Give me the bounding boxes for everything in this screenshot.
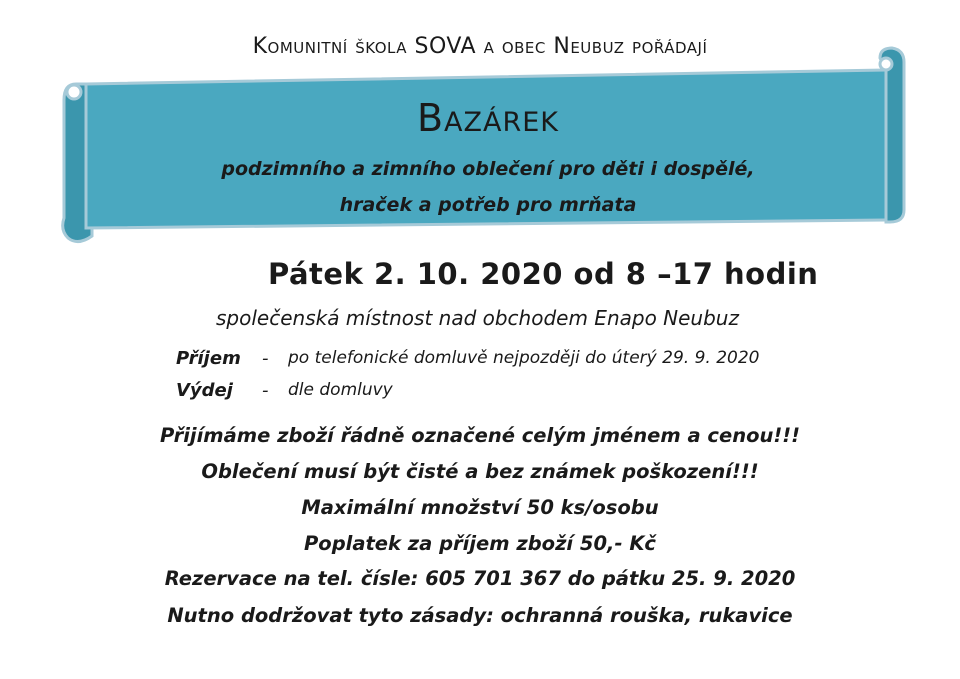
scroll-right-curl: [880, 58, 892, 70]
schedule-label-intake: Příjem: [176, 348, 241, 369]
schedule-text-pickup: dle domluvy: [288, 380, 393, 400]
organizers-heading: Komunitní škola SOVA a obec Neubuz pořádají: [252, 34, 708, 59]
schedule-label-pickup: Výdej: [176, 380, 233, 401]
rule-fee: Poplatek za příjem zboží 50,- Kč: [304, 532, 656, 555]
schedule-dash-pickup: -: [262, 380, 269, 401]
scroll-left-curl: [67, 85, 81, 99]
banner-title: Bazárek: [416, 96, 560, 140]
rule-max-quantity: Maximální množství 50 ks/osobu: [301, 496, 659, 519]
schedule-text-intake: po telefonické domluvě nejpozději do úterý 29. 9. 2020: [288, 348, 760, 368]
rule-labeling: Přijímáme zboží řádně označené celým jménem a cenou!!!: [159, 424, 801, 447]
rule-clean-clothes: Oblečení musí být čisté a bez známek poškození!!!: [201, 460, 759, 483]
banner-subtitle-line1: podzimního a zimního oblečení pro děti i dospělé,: [221, 158, 755, 180]
banner-subtitle-line2: hraček a potřeb pro mrňata: [339, 194, 637, 216]
rule-reservation: Rezervace na tel. čísle: 605 701 367 do pátku 25. 9. 2020: [164, 567, 796, 590]
rule-hygiene: Nutno dodržovat tyto zásady: ochranná rouška, rukavice: [167, 604, 793, 627]
event-date: Pátek 2. 10. 2020 od 8 –17 hodin: [268, 257, 819, 291]
event-venue: společenská místnost nad obchodem Enapo Neubuz: [216, 306, 739, 330]
schedule-dash-intake: -: [262, 348, 269, 369]
